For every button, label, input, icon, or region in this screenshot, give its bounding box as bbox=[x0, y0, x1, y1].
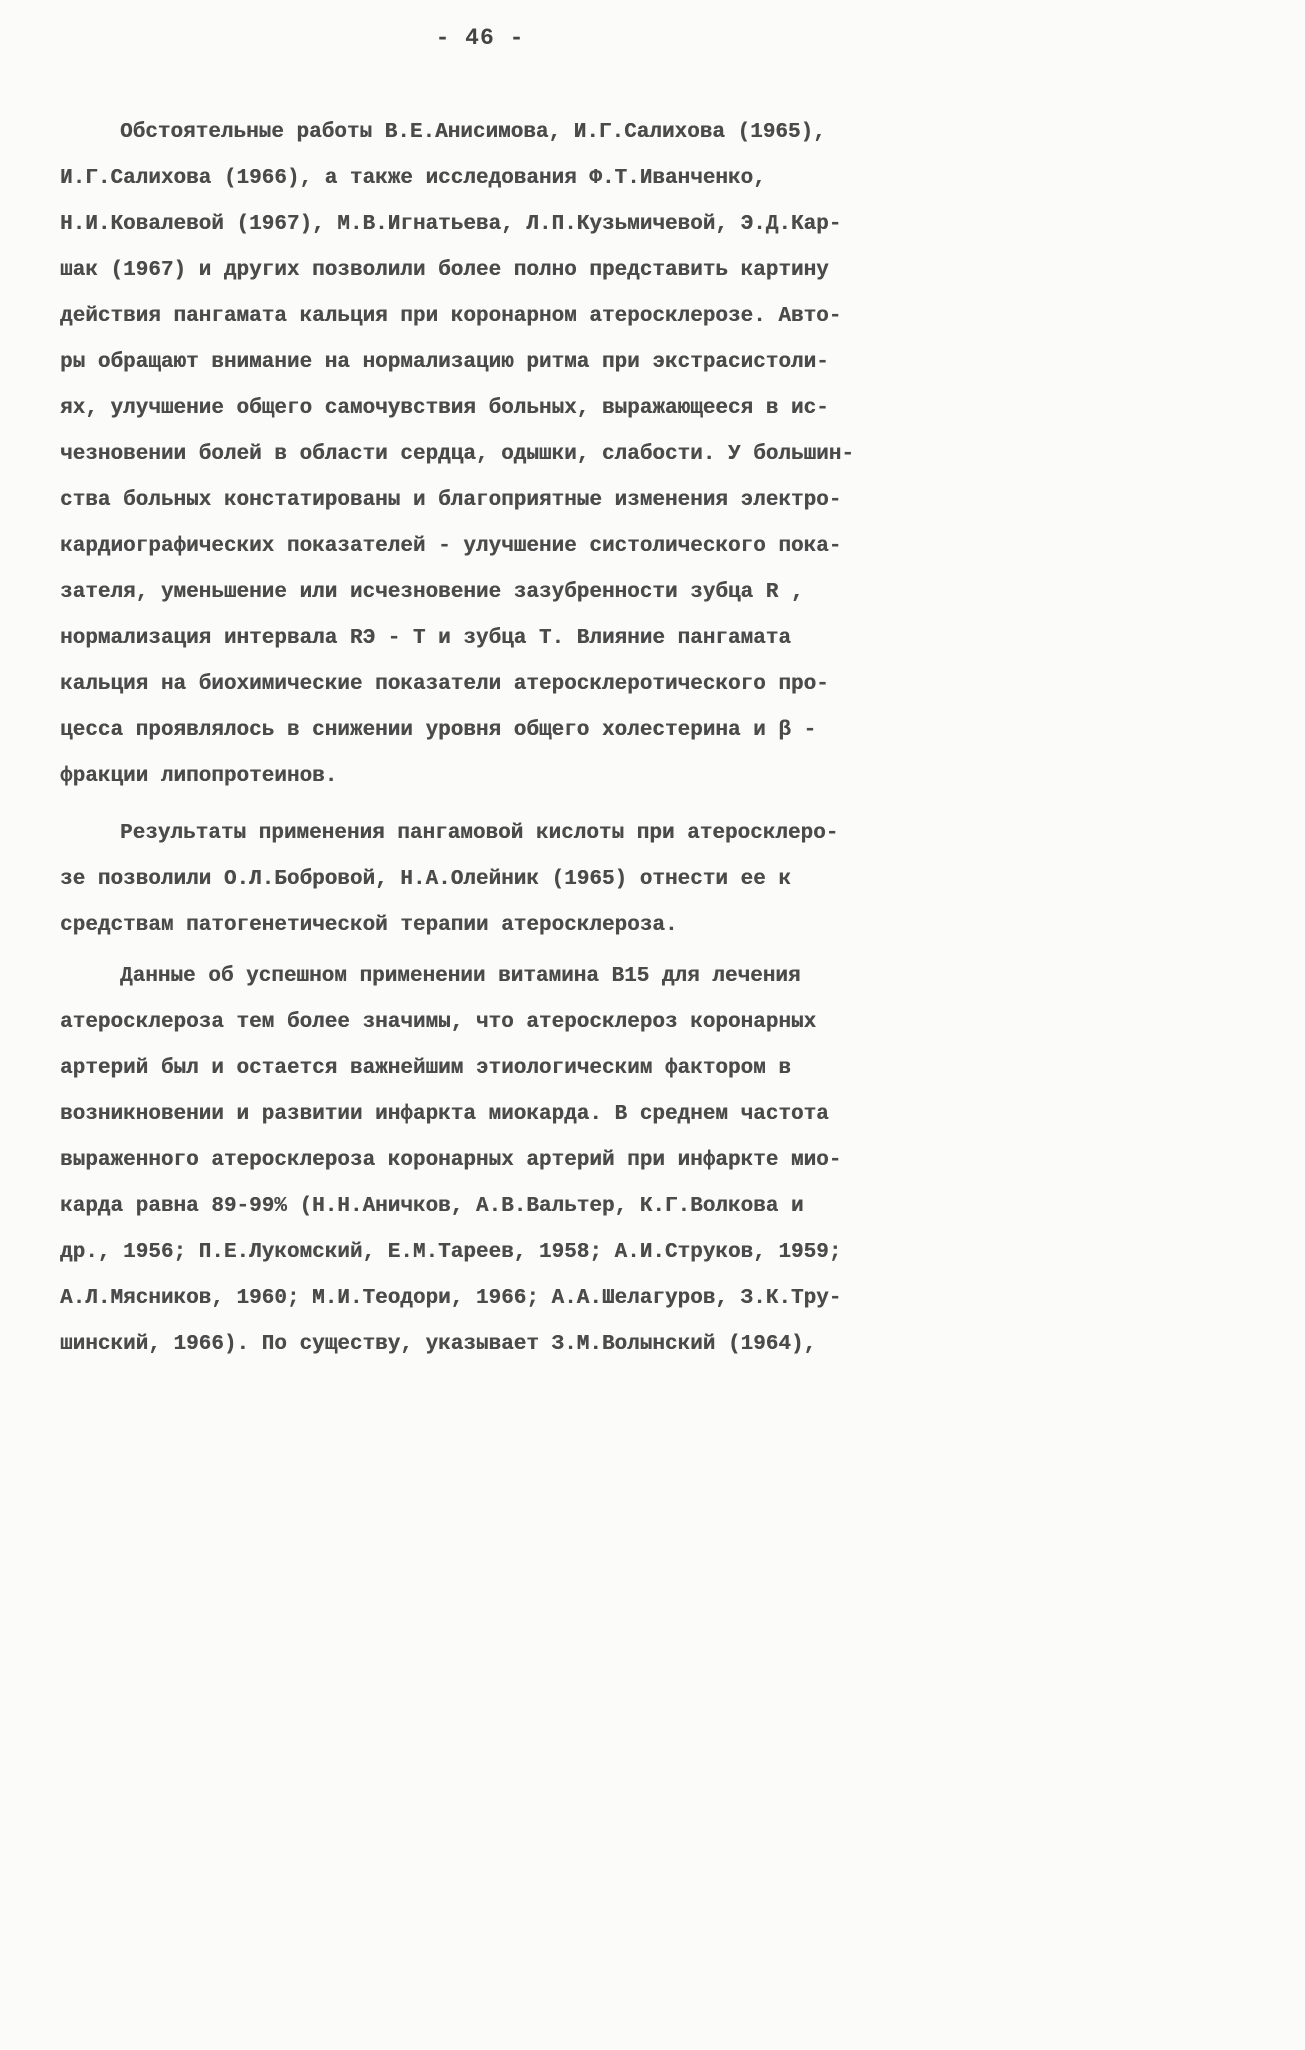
paragraph-1-line-14: цесса проявлялось в снижении уровня общего холестерина и β - bbox=[60, 719, 817, 742]
paragraph-3-line-6: карда равна 89-99% (Н.Н.Аничков, А.В.Вальтер, К.Г.Волкова и bbox=[60, 1195, 804, 1218]
paragraph-1-line-6: ры обращают внимание на нормализацию ритма при экстрасистоли- bbox=[60, 351, 829, 374]
paragraph-3-line-2: атеросклероза тем более значимы, что атеросклероз коронарных bbox=[60, 1011, 817, 1034]
paragraph-3-line-3: артерий был и остается важнейшим этиологическим фактором в bbox=[60, 1057, 791, 1080]
paragraph-1-line-9: ства больных констатированы и благоприятные изменения электро- bbox=[60, 489, 842, 512]
paragraph-1-line-12: нормализация интервала RЭ - Т и зубца Т. Влияние пангамата bbox=[60, 627, 791, 650]
paragraph-3-line-8: А.Л.Мясников, 1960; М.И.Теодори, 1966; А.А.Шелагуров, З.К.Тру- bbox=[60, 1287, 842, 1310]
paragraph-1-line-3: Н.И.Ковалевой (1967), М.В.Игнатьева, Л.П.Кузьмичевой, Э.Д.Кар- bbox=[60, 213, 842, 236]
paragraph-3-line-9: шинский, 1966). По существу, указывает З.М.Волынский (1964), bbox=[60, 1333, 817, 1356]
paragraph-1-line-8: чезновении болей в области сердца, одышки, слабости. У большин- bbox=[60, 443, 854, 466]
paragraph-2-line-3: средствам патогенетической терапии атеросклероза. bbox=[60, 914, 678, 937]
paragraph-1-line-7: ях, улучшение общего самочувствия больных, выражающееся в ис- bbox=[60, 397, 829, 420]
paragraph-3-line-7: др., 1956; П.Е.Лукомский, Е.М.Тареев, 1958; А.И.Струков, 1959; bbox=[60, 1241, 842, 1264]
paragraph-3-line-1: Данные об успешном применении витамина B15 для лечения bbox=[120, 965, 801, 988]
paragraph-2-line-1: Результаты применения пангамовой кислоты при атеросклеро- bbox=[120, 822, 839, 845]
paragraph-3-line-4: возникновении и развитии инфаркта миокарда. В среднем частота bbox=[60, 1103, 829, 1126]
paragraph-1-line-1: Обстоятельные работы В.Е.Анисимова, И.Г.Салихова (1965), bbox=[120, 121, 826, 144]
page-number: - 46 - bbox=[435, 25, 525, 51]
paragraph-2-line-2: зе позволили О.Л.Бобровой, Н.А.Олейник (1965) отнести ее к bbox=[60, 868, 791, 891]
paragraph-1-line-5: действия пангамата кальция при коронарном атеросклерозе. Авто- bbox=[60, 305, 842, 328]
paragraph-1-line-4: шак (1967) и других позволили более полно представить картину bbox=[60, 259, 829, 282]
paragraph-1-line-13: кальция на биохимические показатели атеросклеротического про- bbox=[60, 673, 829, 696]
paragraph-3-line-5: выраженного атеросклероза коронарных артерий при инфаркте мио- bbox=[60, 1149, 842, 1172]
paragraph-1-line-15: фракции липопротеинов. bbox=[60, 765, 338, 788]
paragraph-1-line-10: кардиографических показателей - улучшение систолического пока- bbox=[60, 535, 842, 558]
paragraph-1-line-2: И.Г.Салихова (1966), а также исследования Ф.Т.Иванченко, bbox=[60, 167, 766, 190]
paragraph-1-line-11: зателя, уменьшение или исчезновение зазубренности зубца R , bbox=[60, 581, 804, 604]
